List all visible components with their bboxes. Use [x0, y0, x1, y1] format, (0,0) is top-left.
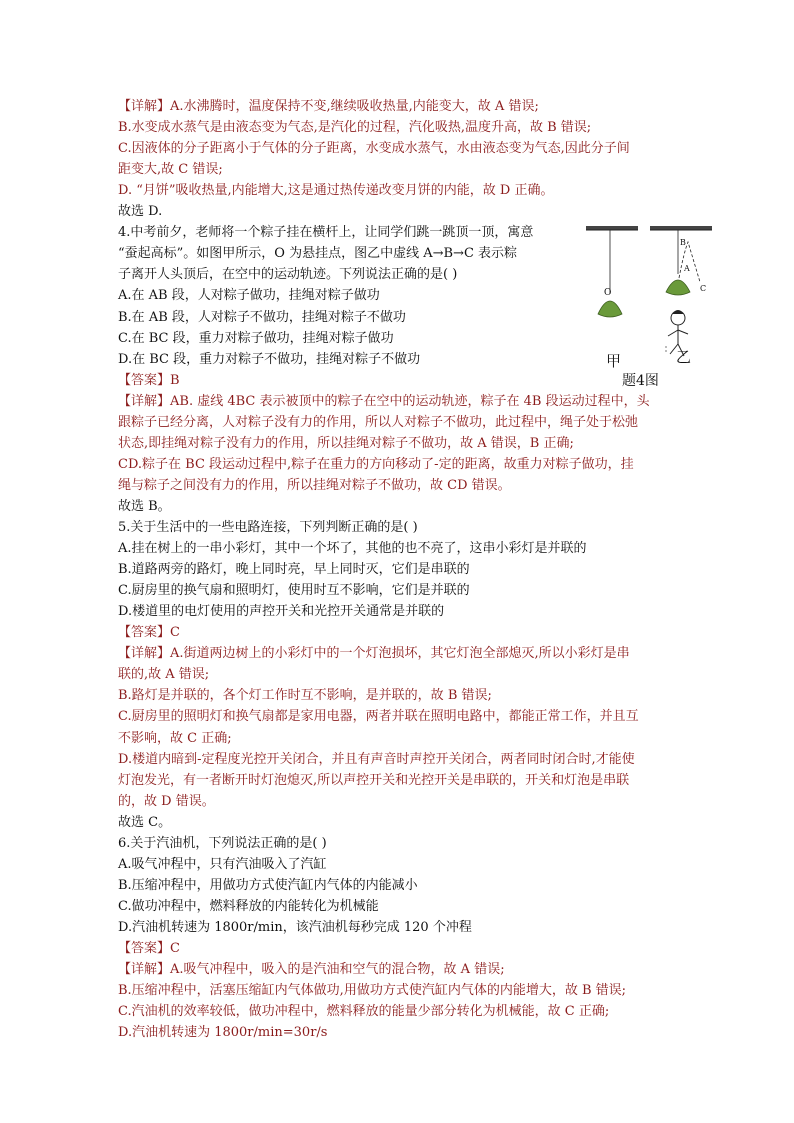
line-text: C.做功冲程中，燃料释放的内能转化为机械能: [118, 898, 379, 914]
line-text: 不影响，故 C 正确;: [118, 730, 232, 746]
text-line: [118, 791, 215, 812]
line-text: C.汽油机的效率较低，做功冲程中，燃料释放的能量少部分转化为机械能，故 C 正确;: [118, 1004, 610, 1020]
text-line: [118, 285, 380, 306]
line-text: B: [170, 372, 180, 388]
text-line: [118, 117, 591, 138]
line-text: 绳与粽子之间没有力的作用，所以挂绳对粽子不做功，故 CD 错误。: [118, 477, 511, 493]
line-text: B.在 AB 段，人对粽子不做功，挂绳对粽子不做功: [118, 309, 406, 325]
text-line: [118, 328, 394, 349]
text-line: [118, 706, 639, 727]
text-line: [118, 138, 630, 159]
line-text: 灯泡发光，有一者断开时灯泡熄灭,所以声控开关和光控开关是串联的，开关和灯泡是串联: [118, 772, 630, 788]
text-line: [118, 201, 162, 222]
line-text: A.吸气冲程中，只有汽油吸入了汽缸: [118, 856, 327, 872]
text-line: [118, 307, 406, 328]
section-tag: 【答案】: [118, 372, 171, 388]
section-tag: 【详解】: [118, 962, 171, 978]
text-line: [118, 370, 180, 391]
text-line: [118, 96, 539, 117]
text-line: [118, 980, 626, 1001]
line-text: 故选 B。: [118, 498, 171, 514]
section-tag: 【详解】: [118, 99, 171, 114]
section-tag: 【答案】: [118, 625, 171, 641]
text-line: [118, 812, 171, 833]
text-line: [118, 749, 635, 770]
text-line: [118, 728, 232, 749]
line-text: C.厨房里的换气扇和照明灯，使用时互不影响，它们是并联的: [118, 583, 470, 599]
text-line: [118, 770, 629, 791]
line-text: 子离开人头顶后，在空中的运动轨迹。下列说法正确的是( ): [118, 267, 458, 283]
text-line: [118, 159, 223, 180]
line-text: 5.关于生活中的一些电路连接，下列判断正确的是( ): [118, 520, 418, 535]
text-line: [118, 622, 180, 643]
text-line: [118, 496, 171, 517]
line-text: C.在 BC 段，重力对粽子做功，挂绳对粽子做功: [118, 330, 394, 346]
line-text: B.路灯是并联的，各个灯工作时互不影响，是并联的，故 B 错误;: [118, 688, 492, 704]
text-line: [118, 601, 444, 622]
line-text: B.水变成水蒸气是由液态变为气态,是汽化的过程，汽化吸热,温度升高，故 B 错误;: [118, 120, 592, 136]
text-line: [118, 391, 650, 412]
line-text: 联的,故 A 错误;: [118, 667, 210, 683]
text-line: [118, 875, 418, 896]
text-line: [118, 412, 638, 433]
line-text: 跟粽子已经分离，人对粽子没有力的作用，所以人对粽子不做功，此过程中，绳子处于松弛: [118, 414, 639, 430]
line-text: C.因液体的分子距离小于气体的分子距离，水变成水蒸气，水由液态变为气态,因此分子间: [118, 141, 630, 157]
line-text: A.街道两边树上的小彩灯中的一个灯泡损坏，其它灯泡全部熄灭,所以小彩灯是串: [170, 646, 630, 662]
line-text: D.楼道内暗到-定程度光控开关闭合，并且有声音时声控开关闭合，两者同时闭合时,才能使: [118, 751, 635, 767]
line-text: 故选 C。: [118, 814, 172, 830]
text-line: [118, 517, 418, 538]
text-line: [118, 559, 470, 580]
line-text: CD.粽子在 BC 段运动过程中,粽子在重力的方向移动了-定的距离，故重力对粽子做功，挂: [118, 456, 634, 472]
text-line: [118, 643, 630, 664]
text-line: [118, 1022, 327, 1043]
line-text: D.楼道里的电灯使用的声控开关和光控开关通常是并联的: [118, 604, 445, 620]
point-a-label: A: [684, 264, 690, 273]
text-line: [118, 917, 472, 938]
line-text: B.道路两旁的路灯，晚上同时亮，早上同时灭，它们是串联的: [118, 562, 470, 578]
text-line: [118, 896, 379, 917]
text-line: [118, 538, 587, 559]
line-text: A.挂在树上的一串小彩灯，其中一个坏了，其他的也不亮了，这串小彩灯是并联的: [118, 541, 587, 557]
line-text: B.压缩冲程中，活塞压缩缸内气体做功,用做功方式使汽缸内气体的内能增大，故 B 错误;: [118, 983, 627, 999]
line-text: D.汽油机转速为 1800r/min，该汽油机每秒完成 120 个冲程: [118, 919, 472, 935]
text-line: [118, 475, 511, 496]
section-tag: 【详解】: [118, 393, 171, 409]
figure-label-jia: 甲: [606, 352, 622, 370]
text-line: [118, 222, 533, 243]
line-text: 6.关于汽油机，下列说法正确的是( ): [118, 835, 327, 851]
line-text: 4.中考前夕，老师将一个粽子挂在横杆上，让同学们跳一跳顶一顶，寓意: [118, 225, 534, 241]
line-text: “蚕起高标”。如图甲所示，O 为悬挂点，图乙中虚线 A→B→C 表示粽: [118, 246, 518, 262]
line-text: D.汽油机转速为 1800r/min=30r/s: [118, 1025, 328, 1041]
line-text: 故选 D.: [118, 204, 163, 220]
text-line: [118, 854, 327, 875]
section-tag: 【详解】: [118, 646, 171, 662]
line-text: 距变大,故 C 错误;: [118, 162, 223, 178]
point-c-label: C: [700, 284, 707, 293]
line-text: A.吸气冲程中，吸入的是汽油和空气的混合物，故 A 错误;: [170, 962, 505, 978]
text-line: [118, 833, 327, 854]
text-line: [118, 243, 517, 264]
line-text: A.水沸腾时，温度保持不变,继续吸收热量,内能变大，故 A 错误;: [170, 99, 539, 114]
line-text: 状态,即挂绳对粽子没有力的作用，所以挂绳对粽子不做功，故 A 错误，B 正确;: [118, 435, 574, 451]
text-line: [118, 959, 505, 980]
line-text: D.在 BC 段，重力对粽子不做功，挂绳对粽子不做功: [118, 351, 421, 367]
text-line: [118, 349, 420, 370]
problem-4-figure: [584, 222, 714, 392]
text-line: [118, 938, 180, 959]
line-text: C: [170, 625, 180, 641]
line-text: C.厨房里的照明灯和换气扇都是家用电器，两者并联在照明电路中，都能正常工作，并且互: [118, 709, 639, 725]
line-text: D. “月饼”吸收热量,内能增大,这是通过热传递改变月饼的内能，故 D 正确。: [118, 183, 554, 199]
text-line: [118, 1001, 609, 1022]
line-text: 的，故 D 错误。: [118, 793, 215, 809]
line-text: C: [170, 941, 180, 956]
point-o-label: O: [604, 288, 612, 298]
text-line: [118, 580, 470, 601]
figure-drawing: [584, 222, 714, 392]
figure-caption: 题4图: [622, 373, 659, 389]
text-line: [118, 180, 553, 201]
text-line: [118, 454, 634, 475]
text-line: [118, 664, 209, 685]
text-line: [118, 685, 492, 706]
point-b-label: B: [680, 238, 686, 247]
line-text: AB. 虚线 4BC 表示被顶中的粽子在空中的运动轨迹，粽子在 4B 段运动过程中，头: [170, 393, 650, 409]
figure-label-yi: 乙: [676, 348, 692, 366]
section-tag: 【答案】: [118, 941, 171, 956]
line-text: B.压缩冲程中，用做功方式使汽缸内气体的内能减小: [118, 877, 418, 893]
text-line: [118, 264, 457, 285]
text-line: [118, 433, 574, 454]
line-text: A.在 AB 段，人对粽子做功，挂绳对粽子做功: [118, 288, 380, 304]
